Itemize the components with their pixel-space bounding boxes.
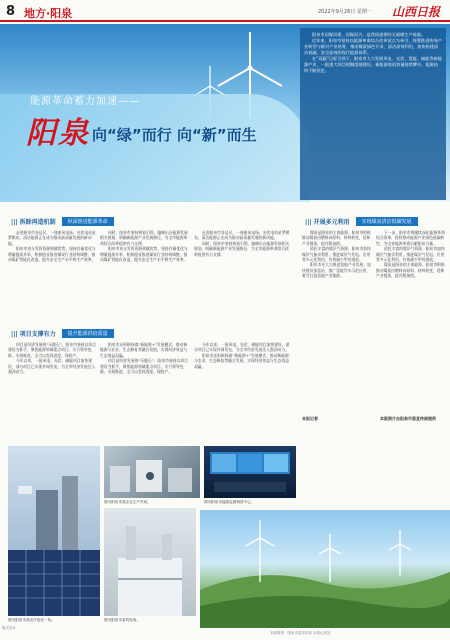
lead-paragraph: 在“双碳”目标引领下，阳泉市大力发展风电、光伏、氢能、储能等新能源产业，一批重大项目相继落地建设，新能源装机容量持续攀升，能源结构不断优化。 bbox=[304, 56, 442, 73]
article-column bbox=[194, 230, 290, 325]
paragraph: 阳泉市还大力推进氢能产业发展，加快建设加氢站，推广氢能汽车示范应用，着力打造氢能产业集群。 bbox=[302, 262, 371, 279]
photo-factory bbox=[104, 446, 200, 498]
photo-caption: 图为阳泉市能源监测调度中心。 bbox=[204, 500, 255, 504]
paragraph: 走进阳泉市各县区，一座座风电场、光伏电站星罗棋布，清洁能源正在成为推动高质量发展的新动能。 bbox=[8, 230, 96, 246]
byline: 本报记者 bbox=[302, 416, 318, 421]
paragraph: 今年以来，一批风电、光伏、储能项目加快建设，部分项目已实现并网发电，为全市经济发展注入强劲动力。 bbox=[8, 358, 96, 375]
newspaper-logo: 山西日报 bbox=[392, 5, 441, 19]
section-tag: 纵深推进能源革命 bbox=[62, 217, 114, 226]
article-column bbox=[376, 230, 446, 410]
side-credit: 版式设计 bbox=[2, 626, 16, 630]
photo-credit: 本版图片由阳泉市委宣传部提供 bbox=[380, 416, 436, 421]
photo-wind-farm bbox=[200, 510, 450, 628]
photo-caption: 图为阳泉市某风电场。 bbox=[104, 618, 140, 622]
footer-credit: 本版策划：阳泉市委宣传部 本报记者站 bbox=[270, 631, 331, 635]
article-column bbox=[8, 230, 96, 325]
paragraph: 项目是经济发展的“压舱石”。阳泉市坚持以项目建设为抓手，聚焦能源领域重点项目，实行领导包联、专班推进，全力以赴抓进度、保投产。 bbox=[100, 358, 188, 375]
masthead bbox=[0, 0, 450, 22]
paragraph: 同时，阳泉市坚持规划引领，编制出台能源发展相关规划，明确新能源产业发展路径，为全市能源革命综合改革提供有力支撑。 bbox=[194, 240, 290, 257]
paragraph: 依托丰富的煤层气资源，阳泉市加快煤层气抽采利用，推进煤层气发电、民用等多元化利用，有效减少甲烷排放。 bbox=[376, 246, 445, 263]
wind-farm-icon bbox=[200, 510, 450, 628]
paragraph: 项目是经济发展的“压舱石”。阳泉市坚持以项目建设为抓手，聚焦能源领域重点项目，实行领导包联、专班推进，全力以赴抓进度、保投产。 bbox=[8, 342, 96, 358]
section-header-1 bbox=[8, 216, 298, 226]
kicker: 能源革命蓄力加速—— bbox=[30, 96, 140, 107]
solar-panel-icon bbox=[8, 446, 100, 616]
paragraph: 走进阳泉市各县区，一座座风电场、光伏电站星罗棋布，清洁能源正在成为推动高质量发展的新动能。 bbox=[194, 230, 290, 241]
photo-power-plant bbox=[104, 508, 196, 616]
section-name: 地方·阳泉 bbox=[24, 7, 73, 20]
article-column bbox=[8, 342, 96, 442]
lead-paragraph: 阳泉市因煤而建、因煤而兴，是我国重要的无烟煤生产基地。 bbox=[312, 32, 426, 37]
factory-icon bbox=[104, 446, 200, 498]
article-column bbox=[100, 342, 190, 442]
paragraph: 同时，阳泉市坚持规划引领，编制出台能源发展相关规划，明确新能源产业发展路径，为全市能源革命综合改革提供有力支撑。 bbox=[100, 230, 188, 246]
power-plant-icon bbox=[104, 508, 196, 616]
section-title: ||| 拆除再造机制 bbox=[11, 218, 56, 226]
paragraph: 阳泉市充分发挥资源禀赋优势，坚持存量优化与增量提质并举，积极稳妥推进煤炭行业结构调整，推动煤矿智能化改造，提升安全生产水平和生产效率。 bbox=[8, 246, 96, 263]
paragraph: 今年以来，一批风电、光伏、储能项目加快建设，部分项目已实现并网发电，为全市经济发展注入强劲动力。 bbox=[194, 342, 290, 353]
lead-box bbox=[300, 28, 446, 200]
paragraph: 阳泉市还积极探索“新能源+”发展模式，推动新能源与农业、生态修复等融合发展，实现经济效益与生态效益双赢。 bbox=[100, 342, 188, 358]
photo-caption: 图为阳泉市某企业生产车间。 bbox=[104, 500, 151, 504]
issue-date: 2022年9月26日 星期一 bbox=[318, 9, 372, 15]
monitor-wall-icon bbox=[204, 446, 296, 498]
page-number: 8 bbox=[6, 4, 16, 19]
photo-control-room bbox=[204, 446, 296, 498]
section-header-3 bbox=[302, 216, 448, 226]
section-title: ||| 开展多元利用 bbox=[305, 218, 350, 226]
paragraph: 煤炭是阳泉的主体能源。阳泉市积极推动煤炭由燃料向原料、材料转变，延伸产业链条，提升附加值。 bbox=[376, 262, 445, 279]
paragraph: 煤炭是阳泉的主体能源。阳泉市积极推动煤炭由燃料向原料、材料转变，延伸产业链条，提升附加值。 bbox=[302, 230, 371, 246]
section-header-2 bbox=[8, 328, 208, 338]
section-title: ||| 项目支撑有力 bbox=[11, 330, 56, 338]
paragraph: 依托丰富的煤层气资源，阳泉市加快煤层气抽采利用，推进煤层气发电、民用等多元化利用，有效减少甲烷排放。 bbox=[302, 246, 371, 263]
section-tag: 实现煤炭清洁低碳发展 bbox=[356, 217, 418, 226]
article-column bbox=[194, 342, 290, 442]
photo-solar-panels bbox=[8, 446, 100, 616]
section-tag: 提升能源供给质量 bbox=[62, 329, 114, 338]
headline: 向“绿”而行 向“新”而生 bbox=[92, 126, 257, 144]
article-column bbox=[100, 230, 190, 325]
article-column bbox=[302, 230, 372, 410]
photo-caption: 图为阳泉市某光伏电站一角。 bbox=[8, 618, 55, 622]
lead-paragraph: 近年来，阳泉市坚持以能源革命综合改革试点为牵引，统筹推进传统产业转型与新兴产业培育，推动煤炭绿色开采、清洁高效利用，加快构建清洁低碳、安全高效的现代能源体系。 bbox=[304, 38, 442, 55]
paragraph: 阳泉市还积极探索“新能源+”发展模式，推动新能源与农业、生态修复等融合发展，实现经济效益与生态效益双赢。 bbox=[194, 352, 289, 369]
paragraph: 下一步，阳泉市将继续深化能源革命综合改革，持续推动能源产业绿色低碳转型，为全省能源革命贡献阳泉力量。 bbox=[376, 230, 445, 246]
city-title: 阳泉 bbox=[26, 116, 90, 151]
paragraph: 阳泉市充分发挥资源禀赋优势，坚持存量优化与增量提质并举，积极稳妥推进煤炭行业结构调整，推动煤矿智能化改造，提升安全生产水平和生产效率。 bbox=[100, 246, 188, 263]
